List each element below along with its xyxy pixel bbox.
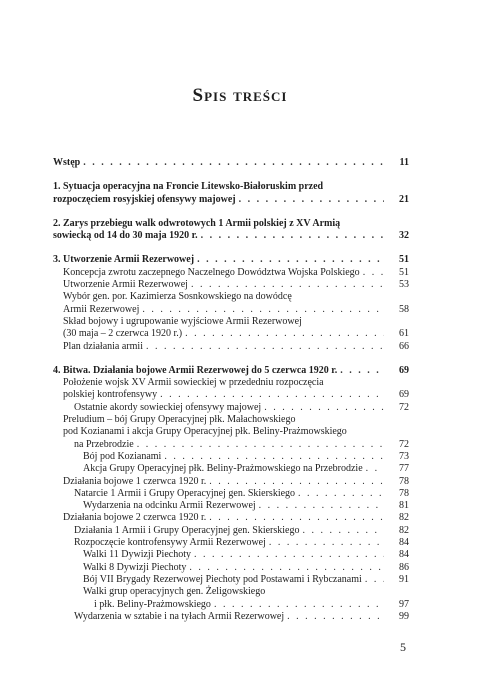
toc-entry <box>53 279 409 291</box>
dot-leader <box>363 267 384 279</box>
toc-entry <box>53 476 409 488</box>
toc-entry <box>53 157 409 169</box>
dot-leader <box>142 304 384 316</box>
dot-leader <box>185 328 384 340</box>
toc-entry-title: Walki 11 Dywizji Piechoty <box>83 549 191 561</box>
dot-leader <box>164 451 384 463</box>
toc-entry <box>53 451 409 463</box>
toc-entry-title-line: Wybór gen. por. Kazimierza Sosnkowskiego na dowódcę <box>63 291 292 303</box>
dot-leader <box>264 402 384 414</box>
toc-entry <box>53 341 409 353</box>
toc-entry-page: 86 <box>399 561 409 573</box>
toc-entry-title: Rozpoczęcie kontrofensywy Armii Rezerwowej <box>74 537 266 549</box>
toc-entry-page: 58 <box>399 303 409 315</box>
toc-entry <box>53 304 409 316</box>
toc-entry <box>53 194 409 206</box>
toc-entry-title: Działania 1 Armii i Grupy Operacyjnej gen. Skierskiego <box>74 524 300 536</box>
toc-entry-title: Działania bojowe 1 czerwca 1920 r. <box>63 475 207 487</box>
toc-entry-title-line: Położenie wojsk XV Armii sowieckiej w przededniu rozpoczęcia <box>63 377 324 389</box>
toc-entry-title: 3. Utworzenie Armii Rezerwowej <box>53 254 195 266</box>
toc-entry <box>53 439 409 451</box>
toc-entry-page: 69 <box>399 389 409 401</box>
toc-entry <box>53 402 409 414</box>
toc-entry <box>53 512 409 524</box>
toc-entry-title: Natarcie 1 Armii i Grupy Operacyjnej gen. Skierskiego <box>74 487 296 499</box>
dot-leader <box>209 476 384 488</box>
toc-entry-title: Wydarzenia w sztabie i na tyłach Armii Rezerwowej <box>74 610 285 622</box>
toc-entry-page: 51 <box>399 254 409 266</box>
toc-entry-title: Działania bojowe 2 czerwca 1920 r. <box>63 512 207 524</box>
toc-entry-page: 73 <box>399 450 409 462</box>
toc-entry-page: 78 <box>399 475 409 487</box>
dot-leader <box>259 500 384 512</box>
toc-entry-title: Plan działania armii <box>63 340 143 352</box>
section-separator <box>53 206 409 218</box>
toc-entry <box>53 611 409 623</box>
dot-leader <box>209 512 384 524</box>
toc-entry-title: Ostatnie akordy sowieckiej ofensywy majowej <box>74 401 262 413</box>
toc-entry-title-line: Preludium – bój Grupy Operacyjnej płk. Małachowskiego <box>63 414 296 426</box>
dot-leader <box>189 562 384 574</box>
toc-entry-title: Walki 8 Dywizji Piechoty <box>83 561 187 573</box>
dot-leader <box>83 157 384 169</box>
toc-entry <box>53 389 409 401</box>
dot-leader <box>137 439 384 451</box>
toc-entry-title: (30 maja – 2 czerwca 1920 r.) <box>63 328 183 340</box>
toc-entry-page: 84 <box>399 537 409 549</box>
dot-leader <box>340 365 384 377</box>
toc-entry-page: 61 <box>399 328 409 340</box>
toc-entry-page: 72 <box>399 401 409 413</box>
dot-leader <box>303 525 385 537</box>
toc-entry-title-line: 2. Zarys przebiegu walk odwrotowych 1 Armii polskiej z XV Armią <box>53 217 341 229</box>
toc-entry-page: 99 <box>399 610 409 622</box>
dot-leader <box>269 537 384 549</box>
toc-entry-title: Bój VII Brygady Rezerwowej Piechoty pod Postawami i Rybczanami <box>83 573 362 585</box>
dot-leader <box>366 463 384 475</box>
dot-leader <box>194 549 384 561</box>
dot-leader <box>191 279 384 291</box>
toc-entry <box>53 230 409 242</box>
dot-leader <box>298 488 384 500</box>
toc-entry-title: sowiecką od 14 do 30 maja 1920 r. <box>53 230 198 242</box>
toc-entry-page: 72 <box>399 438 409 450</box>
section-separator <box>53 242 409 254</box>
toc-entry <box>53 463 409 475</box>
toc-entry-page: 91 <box>399 573 409 585</box>
toc-entry-title: na Przebrodzie <box>74 438 134 450</box>
toc-entry-title-line: Skład bojowy i ugrupowanie wyjściowe Armii Rezerwowej <box>63 315 302 327</box>
toc-entry-page: 81 <box>399 500 409 512</box>
dot-leader <box>201 230 384 242</box>
section-separator <box>53 169 409 181</box>
toc-entry-title-line: Walki grup operacyjnych gen. Żeligowskiego <box>83 586 266 598</box>
toc-entry-page: 84 <box>399 549 409 561</box>
toc-entry <box>53 549 409 561</box>
toc-entry-page: 53 <box>399 279 409 291</box>
dot-leader <box>239 194 384 206</box>
toc-entry <box>53 267 409 279</box>
toc-entry <box>53 525 409 537</box>
toc-entry-page: 69 <box>399 364 409 376</box>
section-separator <box>53 353 409 365</box>
toc-entry-title: Bój pod Kozianami <box>83 450 162 462</box>
toc-entry-title: rozpoczęciem rosyjskiej ofensywy majowej <box>53 193 236 205</box>
toc-entry-page: 32 <box>399 230 409 242</box>
toc-entry <box>53 488 409 500</box>
page-number: 5 <box>400 640 406 654</box>
toc-entry-page: 82 <box>399 524 409 536</box>
dot-leader <box>287 611 384 623</box>
toc-entry <box>53 328 409 340</box>
toc-entry-page: 21 <box>399 193 409 205</box>
toc-entry-title: Wydarzenia na odcinku Armii Rezerwowej <box>83 500 256 512</box>
dot-leader <box>214 599 384 611</box>
toc-entry-title: i płk. Beliny-Prażmowskiego <box>94 598 211 610</box>
toc-entry-title: Koncepcja zwrotu zaczepnego Naczelnego Dowództwa Wojska Polskiego <box>63 266 360 278</box>
toc-entry <box>53 562 409 574</box>
toc-entry-title: Akcja Grupy Operacyjnej płk. Beliny-Prażmowskiego na Przebrodzie <box>83 463 363 475</box>
toc-entry <box>53 500 409 512</box>
toc-entry <box>53 254 409 266</box>
toc-entry <box>53 599 409 611</box>
toc-entry-title: Armii Rezerwowej <box>63 303 140 315</box>
toc-entry-title-line: 1. Sytuacja operacyjna na Froncie Litewsko-Białoruskim przed <box>53 181 324 193</box>
toc-entry-page: 77 <box>399 463 409 475</box>
toc-entry <box>53 365 409 377</box>
dot-leader <box>197 254 384 266</box>
toc-entry-page: 51 <box>399 266 409 278</box>
toc-entry-page: 66 <box>399 340 409 352</box>
dot-leader <box>146 341 384 353</box>
toc-entry-page: 97 <box>399 598 409 610</box>
toc-entry-title: Utworzenie Armii Rezerwowej <box>63 279 188 291</box>
toc-entry-title-line: pod Kozianami i akcja Grupy Operacyjnej płk. Beliny-Prażmowskiego <box>63 426 347 438</box>
toc-entry-page: 82 <box>399 512 409 524</box>
toc-entry <box>53 574 409 586</box>
page-title: Spis treści <box>192 85 288 106</box>
table-of-contents <box>53 157 409 623</box>
toc-entry <box>53 537 409 549</box>
toc-entry-title: polskiej kontrofensywy <box>63 389 158 401</box>
toc-entry-title: Wstęp <box>53 157 81 168</box>
toc-entry-page: 11 <box>399 157 409 168</box>
dot-leader <box>160 389 384 401</box>
dot-leader <box>365 574 384 586</box>
toc-entry-page: 78 <box>399 487 409 499</box>
toc-entry-title: 4. Bitwa. Działania bojowe Armii Rezerwowej do 5 czerwca 1920 r. <box>53 364 338 376</box>
